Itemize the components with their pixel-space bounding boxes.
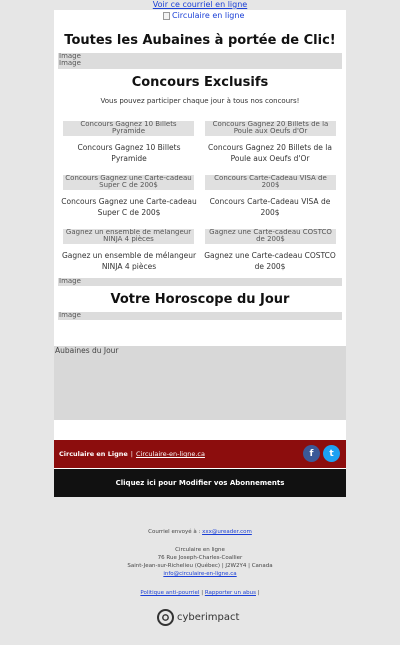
sent-to-email[interactable]: xxx@ureader.com <box>202 529 252 535</box>
cyberimpact-logo[interactable]: cyberimpact <box>157 609 239 626</box>
page-title: Toutes les Aubaines à portée de Clic! <box>64 33 336 48</box>
view-online-link[interactable]: Voir ce courriel en ligne <box>152 0 248 9</box>
contest-image[interactable]: Concours Carte-Cadeau VISA de 200$ <box>205 175 336 190</box>
footer-brand: Circulaire en Ligne <box>59 450 128 458</box>
facebook-icon[interactable]: f <box>303 445 320 462</box>
contests-title: Concours Exclusifs <box>131 75 269 90</box>
aubaines-image[interactable] <box>54 346 346 420</box>
image-alt-text: Image <box>59 59 81 67</box>
contest-image[interactable]: Gagnez une Carte-cadeau COSTCO de 200$ <box>205 229 336 244</box>
banner-image[interactable] <box>58 53 342 69</box>
footer-bar <box>54 440 346 468</box>
contact-email[interactable]: info@circulaire-en-ligne.ca <box>163 571 237 577</box>
manage-subscriptions-button[interactable]: Cliquez ici pour Modifier vos Abonnements <box>54 469 346 497</box>
image-alt-text: Image <box>59 277 81 285</box>
logo-link[interactable] <box>163 10 244 21</box>
legal-links: Politique anti-pourriel | Rapporter un abus | <box>140 590 260 596</box>
contest-image[interactable]: Concours Gagnez 20 Billets de la Poule aux Oeufs d'Or <box>205 121 336 136</box>
contest-link[interactable]: Concours Gagnez 10 Billets Pyramide <box>77 143 181 163</box>
image-alt-text: Aubaines du Jour <box>55 346 119 355</box>
horoscope-title: Votre Horoscope du Jour <box>110 292 290 307</box>
anti-spam-policy-link[interactable]: Politique anti-pourriel <box>140 590 200 596</box>
site-link[interactable]: Circulaire-en-ligne.ca <box>135 450 205 458</box>
contest-link[interactable]: Gagnez une Carte-cadeau COSTCO de 200$ <box>204 251 336 271</box>
contest-link[interactable]: Concours Gagnez 20 Billets de la Poule aux Oeufs d'Or <box>208 143 332 163</box>
contest-link[interactable]: Gagnez un ensemble de mélangeur NINJA 4 pièces <box>61 251 197 271</box>
report-abuse-link[interactable]: Rapporter un abus <box>204 590 256 596</box>
sent-to-line: Courriel envoyé à : xxx@ureader.com <box>148 529 252 535</box>
company-address: Circulaire en ligne 76 Rue Joseph-Charles-Coallier Saint-Jean-sur-Richelieu (Québec) | J2W2Y4 | Canada info@circulaire-en-ligne.ca <box>127 547 273 577</box>
image-alt-text: Image <box>59 311 81 319</box>
contest-image[interactable]: Gagnez un ensemble de mélangeur NINJA 4 pièces <box>63 229 194 244</box>
contest-link[interactable]: Concours Carte-Cadeau VISA de 200$ <box>209 197 331 217</box>
contest-image[interactable]: Concours Gagnez 10 Billets Pyramide <box>63 121 194 136</box>
horoscope-image[interactable] <box>58 312 342 320</box>
logo-alt-text: Circulaire en ligne <box>172 11 245 20</box>
contest-image[interactable]: Concours Gagnez une Carte-cadeau Super C de 200$ <box>63 175 194 190</box>
footer-separator: | <box>130 450 133 458</box>
twitter-icon[interactable]: t <box>323 445 340 462</box>
social-links <box>303 445 340 462</box>
image-alt-text: Image <box>59 52 81 60</box>
divider-image[interactable] <box>58 278 342 286</box>
contests-subtitle: Vous pouvez participer chaque jour à tous nos concours! <box>100 97 300 105</box>
cyberimpact-icon <box>157 609 174 626</box>
contest-link[interactable]: Concours Gagnez une Carte-cadeau Super C de 200$ <box>61 197 197 217</box>
broken-image-icon <box>163 12 170 20</box>
